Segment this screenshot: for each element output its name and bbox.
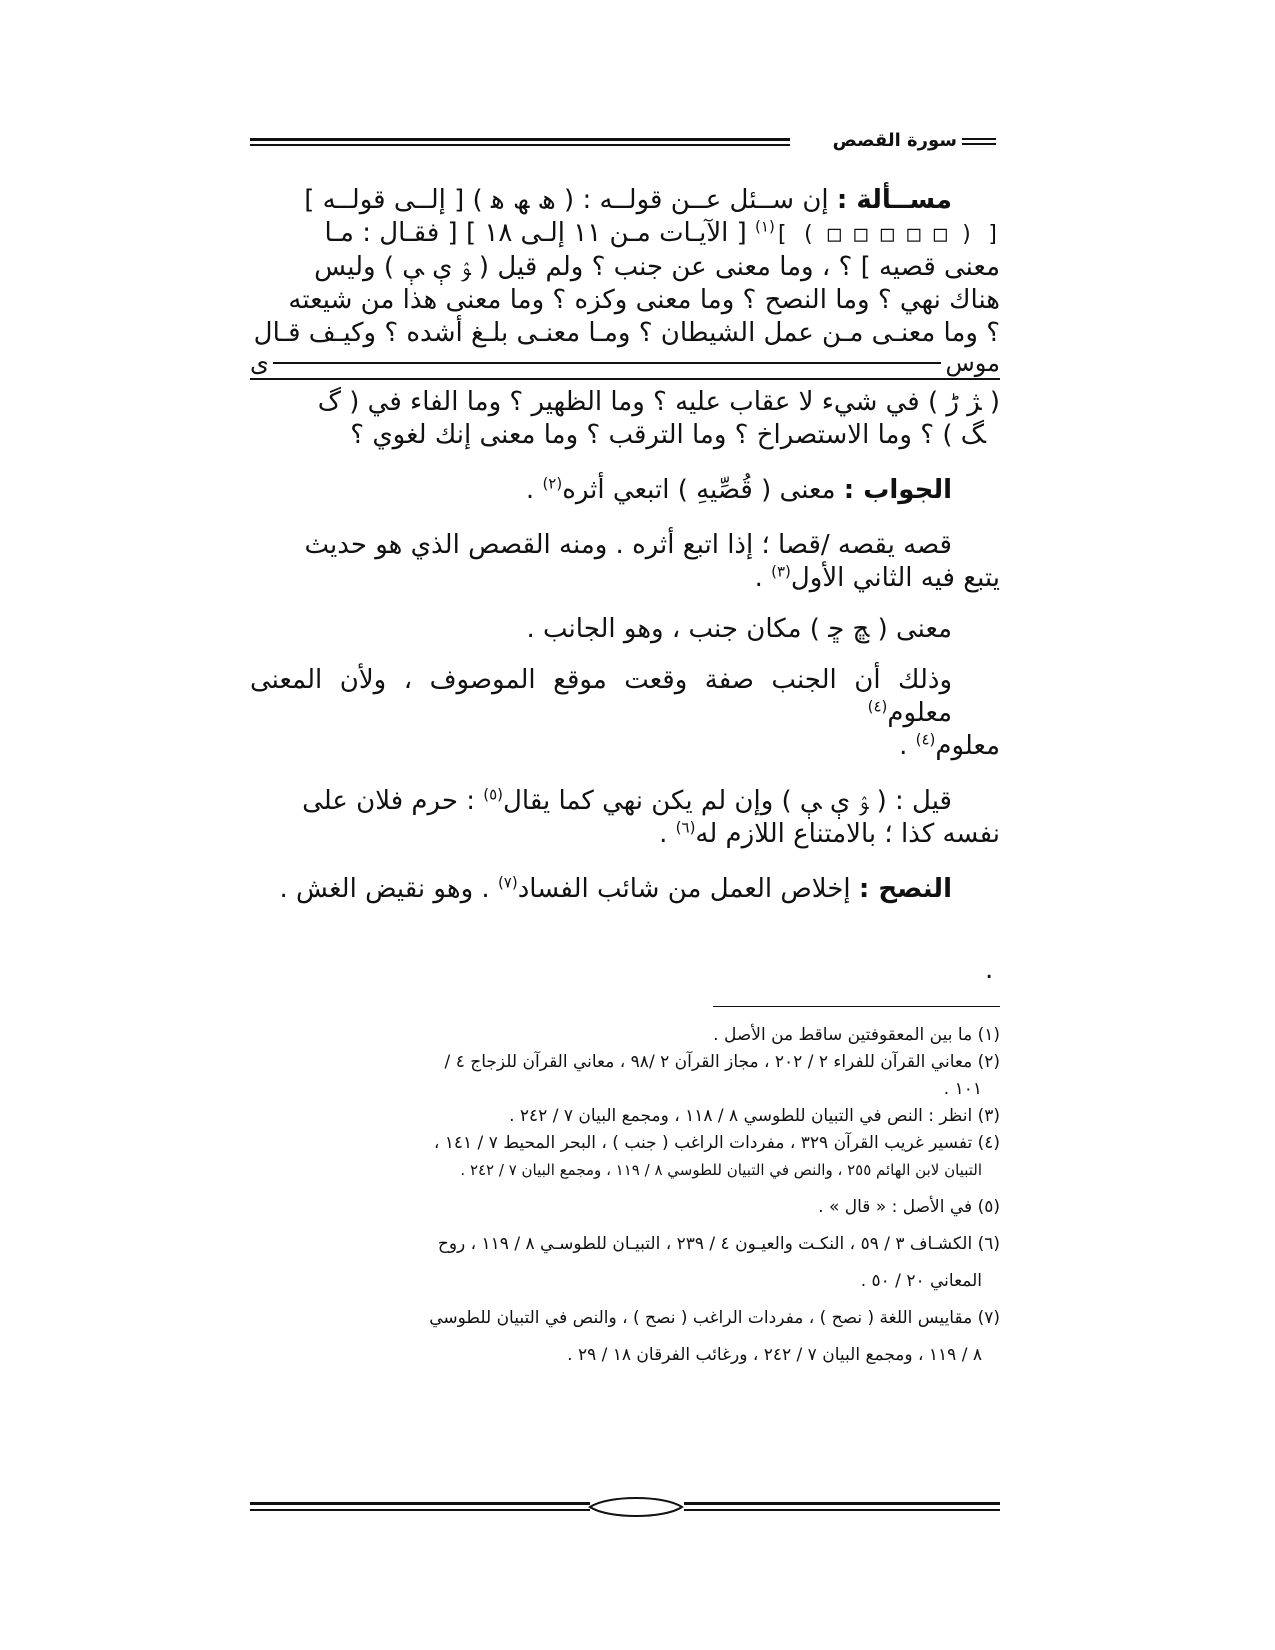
header-rule-right-top [962,138,996,140]
header-rule-left-top [250,138,790,141]
footer-rule-left-bottom [250,1509,590,1511]
header-rule-right-bottom [962,143,996,145]
answer-end: . [525,475,543,505]
question-line-1 [250,184,1000,217]
stray-dot: . [985,955,994,985]
para2-line-2 [250,562,1000,595]
para2-line-1: قصه يقصه /قصا ؛ إذا اتبع أثره . ومنه القصص الذي هو حديث [304,530,952,560]
footnote-ref-3: (٣) [771,562,791,581]
footnote-4-line-2: التبيان لابن الهائم ٢٥٥ ، والنص في التبيان للطوسي ٨ / ١١٩ ، ومجمع البيان ٧ / ٢٤٢ . [460,1161,982,1179]
para5-end: . [659,819,676,849]
footnote-ref-7: (٧) [497,873,518,892]
footnote-7-line-1: (٧) مقاييس اللغة ( نصح ) ، مفردات الراغب ( نصح ) ، والنص في التبيان للطوسي [429,1308,1000,1328]
para5-line-2 [250,818,1000,851]
question-stretch-line [273,362,942,364]
footnote-1: (١) ما بين المعقوفتين ساقط من الأصل . [713,1025,1000,1045]
question-separator [250,378,1000,380]
footnote-2-line-2: ١٠١ . [943,1079,982,1099]
question-line-4: هناك نهي ؟ وما النصح ؟ وما معنى وكزه ؟ وما معنى هذا من شيعته [288,285,1000,315]
answer-paragraph [250,474,1000,507]
question-line-2 [250,217,1000,251]
question-line-6 [250,350,1000,376]
para4-line-2 [250,730,1000,763]
para6-text-2: . وهو نقيض الغش . [279,874,498,904]
footnote-ref-4b: (٤) [915,730,936,749]
main-text [250,184,1000,906]
question-text-1: إن ســئل عــن قولــه : ( ﮪ ﮫ ﮬ ) [ إلــى قولــه ] [304,185,837,215]
para3: معنى ( ﭿ ﮀ ) مكان جنب ، وهو الجانب . [526,614,952,644]
footnote-6-line-1: (٦) الكشـاف ٣ / ٥٩ ، النكـت والعيـون ٤ / ٢٣٩ ، التبيـان للطوسـي ٨ / ١١٩ ، روح [437,1234,1000,1254]
footnote-ref-2: (٢) [542,474,563,493]
para4-text: وذلك أن الجنب صفة وقعت موقع الموصوف ، ولأن المعنى معلوم [250,665,952,728]
footnote-separator [713,1006,1000,1007]
footnote-6-line-2: المعاني ٢٠ / ٥٠ . [860,1271,982,1291]
question-text-2: [ الآيـات مـن ١١ إلـى ١٨ ] [ فقـال : مـا [324,218,756,248]
para5-text: قيل : ( ﯣ ﯤ ﯥ ) وإن لم يكن نهي كما يقال [503,786,952,816]
para5-line-1 [250,785,1000,818]
para6-label: النصح : [858,874,952,904]
para4-end: . [899,731,916,761]
footnote-4-line-1: (٤) تفسير غريب القرآن ٣٢٩ ، مفردات الراغب ( جنب ) ، البحر المحيط ٧ / ١٤١ ، [433,1133,1000,1153]
question-word-musa: موس [945,349,1000,377]
footnotes [250,1022,1000,1369]
para2-text-2: يتبع فيه الثاني الأول [790,563,1000,593]
footnote-ref-5: (٥) [483,785,504,804]
footer-rule-right-top [684,1502,1000,1505]
question-line-7: ( ﮋ ﮌ ) في شيء لا عقاب عليه ؟ وما الظهير ؟ وما الفاء في ( ﮒ [317,387,1000,417]
footer-ornament [588,1494,684,1520]
header-rule-left-bottom [250,144,790,146]
question-word-tail: ى [250,349,269,377]
footnote-ref-1: (١) [755,217,775,236]
question-line-5: ؟ وما معنـى مـن عمل الشيطان ؟ ومـا معنـى بلـغ أشده ؟ وكيـف قـال [253,318,1000,348]
question-glyphs: [ ( □ □ □ □ □ ) ] [774,222,1000,247]
footnote-ref-6: (٦) [675,818,696,837]
footnote-ref-4a: (٤) [867,697,888,716]
para2-end: . [754,563,772,593]
question-line-8: ﮓ ) ؟ وما الاستصراخ ؟ وما الترقب ؟ وما معنى إنك لغوي ؟ [350,420,984,450]
para5-text-3: نفسه كذا ؛ بالامتناع اللازم له [695,819,1000,849]
para5-text-2: : حرم فلان على [302,786,484,816]
answer-label: الجواب : [843,475,952,505]
question-line-3: معنى قصيه ] ؟ ، وما معنى عن جنب ؟ ولم قيل ( ﯣ ﯤ ﯥ ) وليس [314,252,1000,282]
para4-text-2: معلوم [935,731,1000,761]
footnote-7-line-2: ٨ / ١١٩ ، ومجمع البيان ٧ / ٢٤٢ ، ورغائب الفرقان ١٨ / ٢٩ . [567,1345,982,1365]
footer-rule-left-top [250,1502,590,1505]
footnote-3: (٣) انظر : النص في التبيان للطوسي ٨ / ١١٨ ، ومجمع البيان ٧ / ٢٤٢ . [509,1106,1000,1126]
footer-rule-right-bottom [684,1509,1000,1511]
footnote-5: (٥) في الأصل : « قال » . [818,1197,1000,1217]
para6 [250,873,1000,906]
header-title: سورة القصص [832,130,957,151]
question-label: مســألة : [836,185,952,215]
answer-text: معنى ( قُصِّيهِ ) اتبعي أثره [562,475,844,505]
para4-line-1 [250,664,1000,730]
footnote-2-line-1: (٢) معاني القرآن للفراء ٢ / ٢٠٢ ، مجاز القرآن ٢ /٩٨ ، معاني القرآن للزجاج ٤ / [444,1052,1000,1072]
para6-text: إخلاص العمل من شائب الفساد [517,874,859,904]
